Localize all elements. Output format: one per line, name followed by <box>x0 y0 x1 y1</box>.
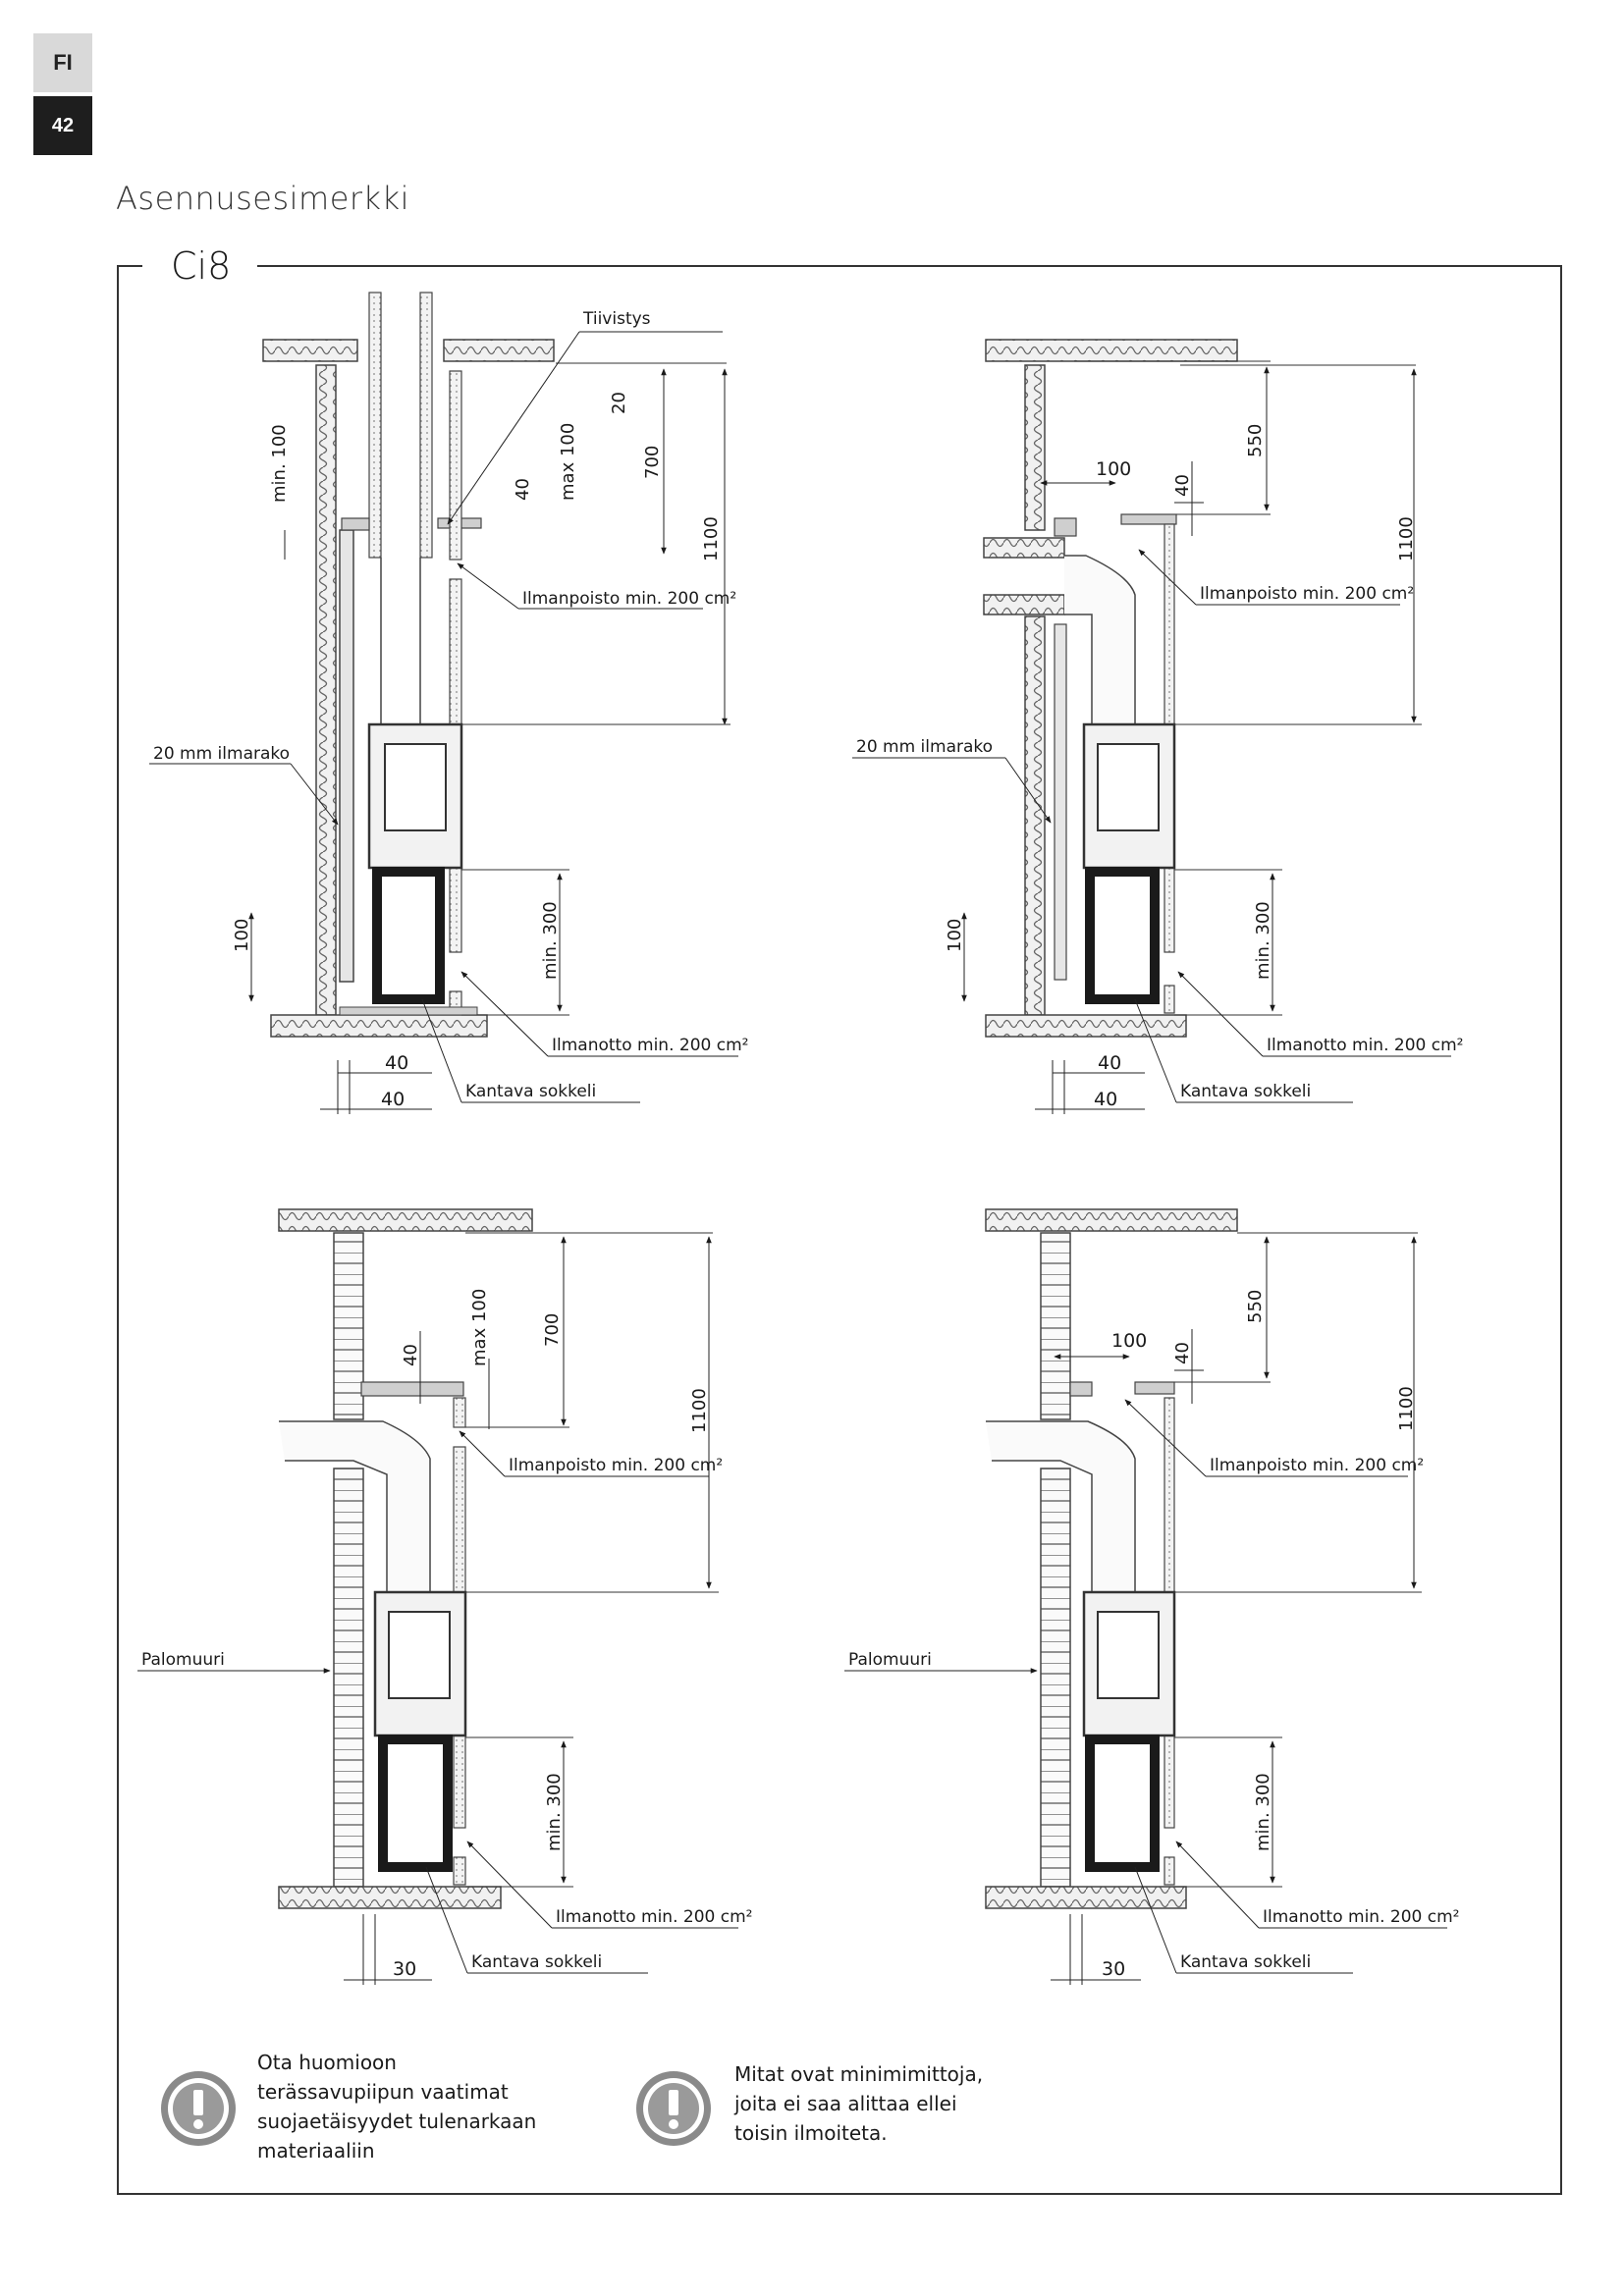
seal-collar <box>342 518 369 530</box>
svg-text:Palomuuri: Palomuuri <box>141 1650 225 1670</box>
svg-text:30: 30 <box>1102 1958 1126 1980</box>
svg-text:1100: 1100 <box>1396 516 1417 561</box>
support-base <box>383 1739 448 1867</box>
svg-text:100: 100 <box>232 918 252 952</box>
svg-text:Kantava sokkeli: Kantava sokkeli <box>1180 1082 1312 1101</box>
chimney-pipe <box>369 293 381 558</box>
svg-text:min. 300: min. 300 <box>544 1773 565 1851</box>
support-base <box>1090 1739 1155 1867</box>
svg-text:40: 40 <box>1172 474 1193 497</box>
svg-text:20 mm ilmarako: 20 mm ilmarako <box>856 737 994 757</box>
svg-text:40: 40 <box>1098 1052 1122 1074</box>
fireplace-glass <box>389 1612 450 1698</box>
svg-text:40: 40 <box>513 478 533 501</box>
ceiling-insulation <box>444 340 554 361</box>
svg-text:Ilmanpoisto min. 200 cm²: Ilmanpoisto min. 200 cm² <box>1210 1456 1425 1475</box>
page-title: Asennusesimerkki <box>116 180 409 217</box>
svg-text:Ilmanotto min. 200 cm²: Ilmanotto min. 200 cm² <box>552 1036 749 1055</box>
svg-text:550: 550 <box>1245 1289 1266 1323</box>
svg-text:100: 100 <box>1111 1330 1148 1352</box>
ceiling-insulation <box>986 1209 1237 1231</box>
svg-text:550: 550 <box>1245 423 1266 457</box>
svg-text:Ilmanotto min. 200 cm²: Ilmanotto min. 200 cm² <box>1267 1036 1464 1055</box>
svg-text:min. 300: min. 300 <box>540 901 561 980</box>
floor-insulation <box>271 1015 487 1037</box>
model-label: Ci8 <box>171 244 232 288</box>
svg-text:Ilmanpoisto min. 200 cm²: Ilmanpoisto min. 200 cm² <box>522 589 737 609</box>
wall-insulation <box>984 538 1064 558</box>
svg-text:1100: 1100 <box>1396 1386 1417 1431</box>
svg-text:30: 30 <box>393 1958 417 1980</box>
svg-text:40: 40 <box>385 1052 409 1074</box>
svg-text:Palomuuri: Palomuuri <box>848 1650 932 1670</box>
svg-text:1100: 1100 <box>689 1388 710 1433</box>
floor-insulation <box>279 1887 501 1908</box>
svg-text:700: 700 <box>542 1312 563 1347</box>
support-base <box>377 872 440 999</box>
svg-text:100: 100 <box>1096 458 1132 480</box>
svg-text:max 100: max 100 <box>469 1288 490 1366</box>
support-base <box>1090 872 1155 999</box>
svg-text:Kantava sokkeli: Kantava sokkeli <box>471 1952 603 1972</box>
svg-text:Kantava sokkeli: Kantava sokkeli <box>1180 1952 1312 1972</box>
firewall-brick <box>1041 1233 1070 1419</box>
svg-text:20: 20 <box>609 392 629 414</box>
svg-text:min. 300: min. 300 <box>1253 901 1273 980</box>
installation-example-a <box>149 293 748 1114</box>
wall-insulation <box>984 595 1064 614</box>
protective-panel <box>1055 624 1066 980</box>
firewall-brick <box>1041 1468 1070 1887</box>
ceiling-insulation <box>279 1209 532 1231</box>
ceiling-insulation <box>986 340 1237 361</box>
floor-insulation <box>986 1887 1186 1908</box>
svg-text:max 100: max 100 <box>558 422 578 501</box>
firewall-brick <box>334 1468 363 1887</box>
svg-text:Ilmanotto min. 200 cm²: Ilmanotto min. 200 cm² <box>1263 1907 1460 1927</box>
flue-elbow <box>1064 556 1135 726</box>
floor-insulation <box>986 1015 1186 1037</box>
installation-example-c <box>137 1209 752 1985</box>
note-steel-chimney: Ota huomioon terässavupiipun vaatimat suojaetäisyydet tulenarkaan materiaaliin <box>257 2051 537 2163</box>
svg-text:Ilmanpoisto min. 200 cm²: Ilmanpoisto min. 200 cm² <box>509 1456 724 1475</box>
installation-example-d <box>844 1209 1459 1985</box>
svg-text:40: 40 <box>1172 1342 1193 1364</box>
protective-panel <box>340 530 353 982</box>
svg-text:20 mm ilmarako: 20 mm ilmarako <box>153 744 291 764</box>
wall-insulation <box>1025 616 1045 1015</box>
chimney-pipe <box>420 293 432 558</box>
svg-text:Tiivistys: Tiivistys <box>583 309 651 329</box>
svg-text:Kantava sokkeli: Kantava sokkeli <box>465 1082 597 1101</box>
page-number: 42 <box>33 96 92 155</box>
fireplace-glass <box>1098 744 1159 830</box>
wall-insulation <box>1025 365 1045 530</box>
svg-text:40: 40 <box>401 1344 421 1366</box>
svg-text:700: 700 <box>642 445 663 479</box>
note-minimum-dimensions: Mitat ovat minimimittoja, joita ei saa alittaa ellei toisin ilmoiteta. <box>734 2062 984 2145</box>
side-panel <box>450 371 461 560</box>
fireplace-glass <box>1098 1612 1159 1698</box>
firewall-brick <box>334 1233 363 1419</box>
svg-text:Ilmanpoisto min. 200 cm²: Ilmanpoisto min. 200 cm² <box>1200 584 1415 604</box>
wall-insulation <box>316 365 336 1015</box>
svg-text:Ilmanotto min. 200 cm²: Ilmanotto min. 200 cm² <box>556 1907 753 1927</box>
svg-text:100: 100 <box>945 918 965 952</box>
svg-text:1100: 1100 <box>701 516 722 561</box>
ceiling-insulation <box>263 340 357 361</box>
svg-text:min. 100: min. 100 <box>269 424 290 503</box>
warning-icon <box>636 2071 711 2146</box>
svg-text:min. 300: min. 300 <box>1253 1773 1273 1851</box>
fireplace-glass <box>385 744 446 830</box>
svg-text:40: 40 <box>1094 1089 1118 1110</box>
svg-text:40: 40 <box>381 1089 406 1110</box>
language-tab: FI <box>33 33 92 92</box>
warning-icon <box>161 2071 236 2146</box>
installation-example-b <box>852 340 1463 1114</box>
